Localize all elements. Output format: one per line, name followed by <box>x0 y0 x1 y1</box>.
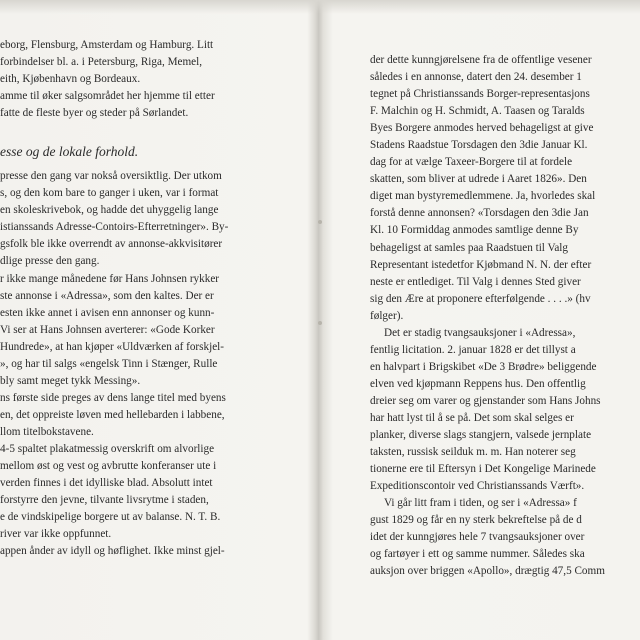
book-gutter <box>315 0 325 640</box>
text-line: eith, Kjøbenhavn og Bordeaux. <box>0 73 141 86</box>
left-page <box>0 0 312 640</box>
text-line: tionerne ere til Eftersyn i Det Kongelige Marinede <box>370 463 596 476</box>
text-line: mellom øst og vest og avbrutte konferanser ute i <box>0 460 217 473</box>
text-line: en halvpart i Brigskibet «De 3 Brødre» beliggende <box>370 360 597 373</box>
text-line: Stadens Raadstue Torsdagen den 3die Januar Kl. <box>370 139 588 152</box>
text-line: gsfolk ble ikke overrendt av annonse-akkvisitører <box>0 238 223 251</box>
text-line: 4-5 spaltet plakatmessig overskrift om alvorlige <box>0 442 215 455</box>
text-line: Vi går litt fram i tiden, og ser i «Adressa» f <box>384 497 577 510</box>
text-line: river var ikke oppfunnet. <box>0 528 112 541</box>
section-heading: esse og de lokale forhold. <box>0 144 139 160</box>
text-line: ste annonse i «Adressa», som den kaltes. Der er <box>0 289 214 302</box>
text-line: tegnet på Christianssands Borger-representasjons <box>370 88 590 101</box>
text-line: esten ikke annet i avisen enn annonser og kunn- <box>0 306 215 319</box>
text-line: og fartøyer i ett og samme nummer. Således ska <box>370 548 585 561</box>
text-line: presse den gang var nokså oversiktlig. Der utkom <box>0 170 222 183</box>
right-page-text <box>370 52 640 580</box>
text-line: en, det oppreiste løven med hellebarden i labbene, <box>0 408 225 421</box>
text-line: amme til øker salgsområdet her hjemme til etter <box>0 90 215 103</box>
text-line: verden finnes i det idylliske blad. Absolutt intet <box>0 477 213 490</box>
text-line: dreier seg om varer og gjenstander som Hans Johns <box>370 394 601 407</box>
text-line: der dette kunngjørelsene fra de offentlige vesener <box>370 54 592 66</box>
text-line: neste er entlediget. Til Valg i dennes Sted giver <box>370 275 581 288</box>
left-page-text <box>0 37 296 560</box>
right-page <box>326 0 640 640</box>
text-line: », og har til salgs «engelsk Tinn i Stænger, Rulle <box>0 357 218 370</box>
text-line: idet der kunngjøres hele 7 tvangsauksjoner over <box>370 531 585 544</box>
text-line: forbindelser bl. a. i Petersburg, Riga, Memel, <box>0 56 203 69</box>
text-line: har hatt lyst til å se på. Det som skal selges er <box>370 411 574 424</box>
text-line: bly samt meget tykk Messing». <box>0 374 141 387</box>
text-line: Expeditionscontoir ved Christianssands Værft». <box>370 480 585 493</box>
text-line: dag for at vælge Taxeer-Borgere til at fordele <box>370 156 573 169</box>
text-line: s, og den kom bare to ganger i uken, var i format <box>0 187 219 200</box>
text-line: diget man bystyremedlemmene. Ja, hvorledes skal <box>370 190 596 203</box>
text-line: forstyrre den jevne, tilvante livsrytme i staden, <box>0 494 209 507</box>
text-line: skatten, som bliver at udrede i Aaret 1826». Den <box>370 173 587 186</box>
text-line: fentlig licitation. 2. januar 1828 er det tillyst a <box>370 343 576 356</box>
text-line: elven ved kjøpmann Reppens hus. Den offentlig <box>370 377 586 390</box>
text-line: forstå denne annonsen? «Torsdagen den 3die Jan <box>370 207 589 220</box>
text-line: e de vindskipelige borgere ut av balanse. N. T. B. <box>0 511 221 524</box>
text-line: planker, diverse slags stangjern, valsede jernplate <box>370 429 592 442</box>
text-line: fatte de fleste byer og steder på Sørlandet. <box>0 107 189 120</box>
text-line: taksten, russisk seilduk m. m. Han noterer seg <box>370 446 576 459</box>
text-line: Hundrede», at han kjøper «Uldværken af forskjel- <box>0 340 224 353</box>
text-line: behageligst at samles paa Raadstuen til Valg <box>370 241 569 254</box>
text-line: istianssands Adresse-Contoirs-Efterretninger». By- <box>0 221 229 234</box>
text-line: r ikke mange månedene før Hans Johnsen rykker <box>0 272 220 285</box>
text-line: Det er stadig tvangsauksjoner i «Adressa», <box>384 326 576 339</box>
binding-stitch <box>318 220 322 224</box>
text-line: auksjon over briggen «Apollo», drægtig 47,5 Comm <box>370 565 605 578</box>
text-line: Representant istedetfor Kjøbmand N. N. der efter <box>370 258 592 271</box>
text-line: appen ånder av idyll og høflighet. Ikke minst gjel- <box>0 545 225 558</box>
text-line: følger). <box>370 309 404 322</box>
text-line: F. Malchin og H. Schmidt, A. Taasen og Taralds <box>370 105 585 118</box>
text-line: Kl. 10 Formiddag anmodes samtlige denne By <box>370 224 579 237</box>
text-line: Byes Borgere anmodes herved behageligst at give <box>370 122 594 135</box>
text-line: dlige presse den gang. <box>0 255 100 268</box>
binding-stitch <box>318 321 322 325</box>
text-line: Vi ser at Hans Johnsen averterer: «Gode Korker <box>0 323 215 336</box>
text-line: llom titelbokstavene. <box>0 425 94 438</box>
text-line: en skoleskrivebok, og hadde det uhyggelig lange <box>0 204 219 217</box>
text-line: sig den Ære at proponere efterfølgende . . . .» (hv <box>370 292 591 305</box>
text-line: således i en annonse, datert den 24. desember 1 <box>370 71 582 84</box>
text-line: ns første side preges av dens lange titel med byens <box>0 391 226 404</box>
paragraph-gap <box>0 122 296 136</box>
text-line: eborg, Flensburg, Amsterdam og Hamburg. Litt <box>0 39 214 51</box>
text-line: gust 1829 og får en ny sterk bekreftelse på de d <box>370 514 582 527</box>
